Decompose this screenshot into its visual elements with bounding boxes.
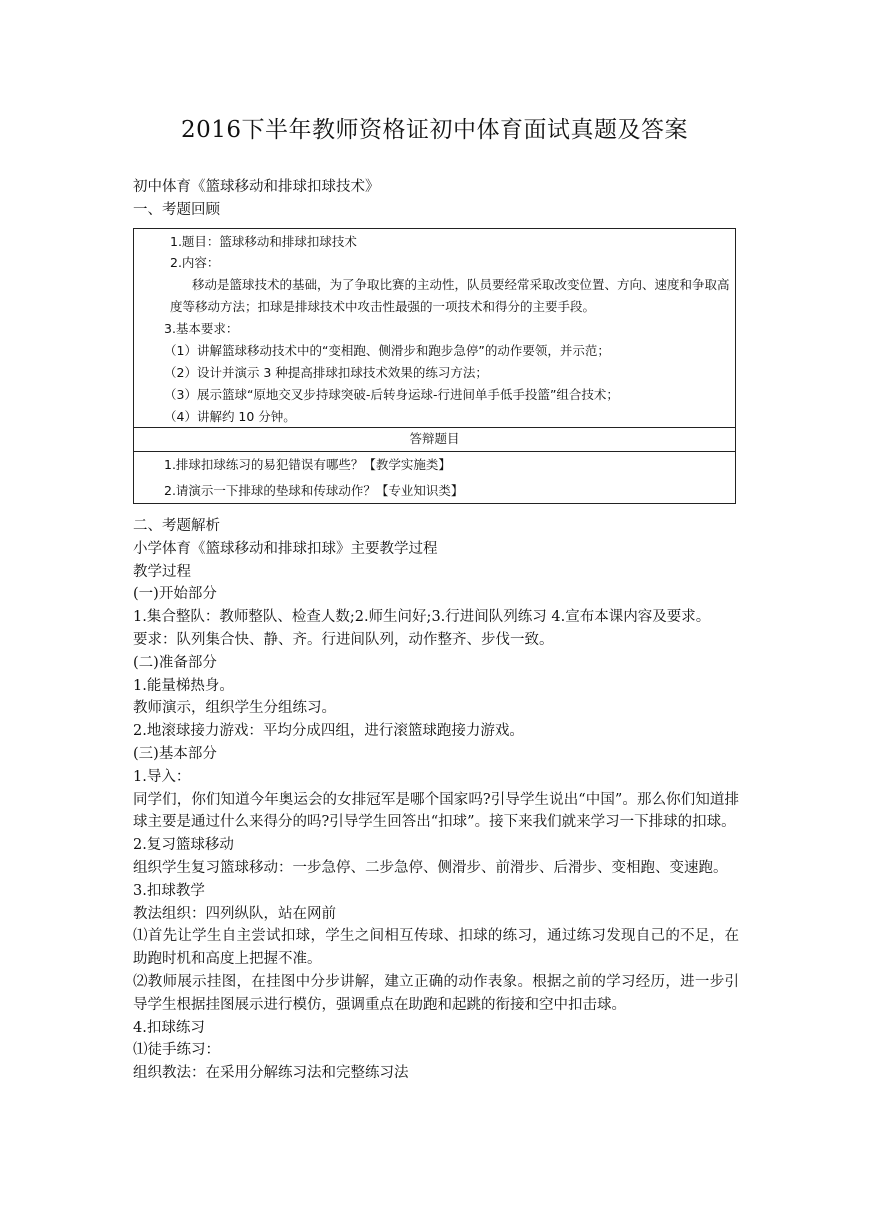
intro-block (133, 176, 743, 221)
paragraph: 小学体育《篮球移动和排球扣球》主要教学过程 (133, 540, 438, 557)
subsection-heading: (二)准备部分 (133, 654, 217, 671)
table-divider (134, 427, 735, 428)
paragraph: ⑴首先让学生自主尝试扣球，学生之间相互传球、扣球的练习，通过练习发现自己的不足，在助跑时机和高度上把握不准。 (133, 928, 739, 968)
subsection-heading: (一)开始部分 (133, 586, 217, 603)
paragraph: 1.能量梯热身。 (133, 677, 234, 694)
paragraph: 教法组织：四列纵队，站在网前 (133, 905, 336, 922)
paragraph: ⑴徒手练习： (133, 1042, 220, 1059)
question-content-label: 2.内容： (170, 255, 220, 270)
paragraph: 3.扣球教学 (133, 882, 205, 899)
paragraph: 4.扣球练习 (133, 1019, 205, 1036)
table-divider (134, 451, 735, 452)
requirement-item: （3）展示篮球“原地交叉步持球突破-后转身运球-行进间单手低手投篮”组合技术； (164, 387, 619, 402)
question-content-line: 度等移动方法；扣球是排球技术中攻击性最强的一项技术和得分的主要手段。 (170, 299, 596, 314)
exam-question-box (133, 228, 736, 504)
paragraph: 教学过程 (133, 563, 191, 580)
answer-section-header: 答辩题目 (409, 431, 460, 446)
question-content-line: 移动是篮球技术的基础，为了争取比赛的主动性，队员要经常采取改变位置、方向、速度和争取高 (192, 277, 730, 292)
requirement-item: （2）设计并演示 3 种提高排球扣球技术效果的练习方法； (164, 365, 488, 380)
paragraph: 教师演示，组织学生分组练习。 (133, 700, 336, 717)
paragraph: 2.地滚球接力游戏：平均分成四组，进行滚篮球跑接力游戏。 (133, 723, 524, 740)
section-heading: 一、考题回顾 (133, 201, 220, 218)
paragraph: 同学们，你们知道今年奥运会的女排冠军是哪个国家吗?引导学生说出“中国”。那么你们知道排球主要是通过什么来得分的吗?引导学生回答出“扣球”。接下来我们就来学习一下排球的扣球。 (133, 791, 739, 831)
paragraph: ⑵教师展示挂图，在挂图中分步讲解，建立正确的动作表象。根据之前的学习经历，进一步引导学生根据挂图展示进行模仿，强调重点在助跑和起跳的衔接和空中扣击球。 (133, 973, 739, 1013)
paragraph: 组织学生复习篮球移动：一步急停、二步急停、侧滑步、前滑步、后滑步、变相跑、变速跑。 (133, 859, 728, 876)
requirements-label: 3.基本要求： (164, 321, 239, 336)
paragraph: 要求：队列集合快、静、齐。行进间队列，动作整齐、步伐一致。 (133, 631, 554, 648)
paragraph: 组织教法：在采用分解练习法和完整练习法 (133, 1065, 409, 1082)
subsection-heading: (三)基本部分 (133, 745, 217, 762)
analysis-body (133, 515, 739, 1085)
defense-question: 2.请演示一下排球的垫球和传球动作？【专业知识类】 (164, 483, 464, 498)
paragraph: 2.复习篮球移动 (133, 837, 234, 854)
paragraph: 1.导入： (133, 768, 191, 785)
subject-line: 初中体育《篮球移动和排球扣球技术》 (133, 179, 380, 195)
question-topic: 1.题目：篮球移动和排球扣球技术 (170, 234, 357, 249)
requirement-item: （1）讲解篮球移动技术中的“变相跑、侧滑步和跑步急停”的动作要领，并示范； (164, 343, 610, 358)
document-title: 2016下半年教师资格证初中体育面试真题及答案 (180, 117, 689, 143)
defense-question: 1.排球扣球练习的易犯错误有哪些？【教学实施类】 (164, 457, 451, 472)
requirement-item: （4）讲解约 10 分钟。 (164, 409, 296, 424)
paragraph: 1.集合整队：教师整队、检查人数;2.师生问好;3.行进间队列练习 4.宣布本课内容及要求。 (133, 609, 711, 626)
section-heading: 二、考题解析 (133, 518, 220, 534)
